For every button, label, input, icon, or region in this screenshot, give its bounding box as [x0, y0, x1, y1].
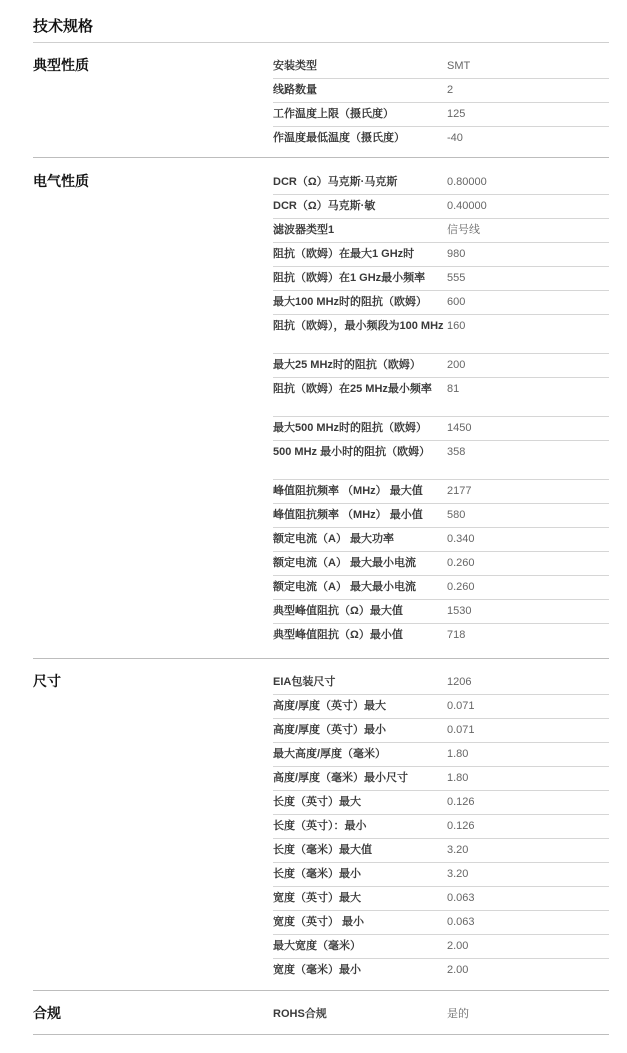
spec-value: 是的 — [447, 1008, 469, 1020]
spec-key: 阻抗（欧姆）在1 GHz最小频率 — [273, 272, 426, 284]
spec-value: 2.00 — [447, 940, 469, 952]
spec-key: 长度（毫米）最大值 — [273, 844, 372, 856]
spec-value: -40 — [447, 132, 463, 144]
spec-key: 高度/厚度（毫米）最小尺寸 — [273, 772, 409, 784]
spec-value: 信号线 — [447, 224, 480, 236]
spec-value: 1.80 — [447, 748, 469, 760]
spec-value: 1450 — [447, 422, 472, 434]
spec-row — [273, 695, 609, 719]
spec-key: 安装类型 — [273, 60, 317, 72]
spec-key: 阻抗（欧姆）在25 MHz最小频率 — [273, 383, 432, 395]
spec-row — [273, 743, 609, 767]
spec-key: 滤波器类型1 — [273, 224, 335, 236]
spec-key: DCR（Ω）马克斯·敏 — [273, 200, 376, 212]
section-divider — [33, 1034, 609, 1035]
spec-row — [273, 624, 609, 648]
spec-value: 1.80 — [447, 772, 469, 784]
spec-row — [273, 504, 609, 528]
spec-key: 最大500 MHz时的阻抗（欧姆） — [273, 422, 428, 434]
spec-value: 200 — [447, 359, 466, 371]
spec-value: 3.20 — [447, 844, 469, 856]
spec-row — [273, 219, 609, 243]
spec-row — [273, 839, 609, 863]
spec-key: 最大高度/厚度（毫米） — [273, 748, 387, 760]
spec-value: 358 — [447, 446, 466, 458]
spec-key: ROHS合规 — [273, 1008, 327, 1020]
spec-key: 作温度最低温度（摄氏度） — [273, 132, 405, 144]
spec-key: 宽度（毫米）最小 — [273, 964, 361, 976]
spec-value: 125 — [447, 108, 466, 120]
spec-value: 600 — [447, 296, 466, 308]
spec-value: 2.00 — [447, 964, 469, 976]
spec-key: 工作温度上限（摄氏度） — [273, 108, 394, 120]
spec-key: 额定电流（A） 最大最小电流 — [273, 581, 416, 593]
title-divider — [33, 42, 609, 43]
spec-value: 0.126 — [447, 820, 475, 832]
spec-row — [273, 267, 609, 291]
spec-value: 1206 — [447, 676, 472, 688]
spec-value: 3.20 — [447, 868, 469, 880]
spec-row — [273, 671, 609, 695]
spec-row — [273, 959, 609, 983]
spec-key: 额定电流（A） 最大最小电流 — [273, 557, 416, 569]
section-title: 尺寸 — [33, 673, 61, 689]
spec-row — [273, 935, 609, 959]
spec-row — [273, 552, 609, 576]
spec-row — [273, 887, 609, 911]
spec-key: 线路数量 — [273, 84, 317, 96]
spec-value: 0.40000 — [447, 200, 487, 212]
section-title: 电气性质 — [33, 173, 89, 189]
spec-value: 0.071 — [447, 700, 475, 712]
spec-value: 1530 — [447, 605, 472, 617]
spec-value: 160 — [447, 320, 466, 332]
spec-key: 500 MHz 最小时的阻抗（欧姆） — [273, 446, 431, 458]
spec-key: 典型峰值阻抗（Ω）最大值 — [273, 605, 403, 617]
spec-value: 0.063 — [447, 916, 475, 928]
spec-row — [273, 1003, 609, 1027]
spec-value: 81 — [447, 383, 460, 395]
spec-value: 980 — [447, 248, 466, 260]
spec-key: 最大100 MHz时的阻抗（欧姆） — [273, 296, 428, 308]
spec-key: 阻抗（欧姆）在最大1 GHz时 — [273, 248, 415, 260]
spec-value: 0.063 — [447, 892, 475, 904]
spec-row — [273, 767, 609, 791]
spec-row — [273, 171, 609, 195]
section-title: 合规 — [33, 1005, 61, 1021]
page-title: 技术规格 — [33, 18, 94, 35]
spec-key: 阻抗（欧姆），最小频段为100 MHz — [273, 320, 444, 332]
spec-row — [273, 441, 609, 480]
spec-value: 718 — [447, 629, 466, 641]
spec-row — [273, 719, 609, 743]
spec-key: 峰值阻抗频率 （MHz） 最小值 — [273, 509, 423, 521]
spec-row — [273, 354, 609, 378]
spec-row — [273, 576, 609, 600]
section-divider — [33, 658, 609, 659]
spec-value: SMT — [447, 60, 471, 72]
spec-row — [273, 600, 609, 624]
spec-value: 2177 — [447, 485, 472, 497]
spec-key: 额定电流（A） 最大功率 — [273, 533, 394, 545]
spec-value: 0.126 — [447, 796, 475, 808]
spec-key: 典型峰值阻抗（Ω）最小值 — [273, 629, 403, 641]
spec-rows — [273, 671, 609, 983]
spec-row — [273, 79, 609, 103]
spec-key: 宽度（英寸）最大 — [273, 892, 361, 904]
spec-row — [273, 55, 609, 79]
section-title: 典型性质 — [33, 57, 89, 73]
spec-row — [273, 315, 609, 354]
section-divider — [33, 157, 609, 158]
spec-key: DCR（Ω）马克斯·马克斯 — [273, 176, 398, 188]
spec-row — [273, 103, 609, 127]
spec-rows — [273, 171, 609, 648]
spec-key: EIA包装尺寸 — [273, 676, 336, 688]
spec-key: 峰值阻抗频率 （MHz） 最大值 — [273, 485, 423, 497]
spec-value: 0.80000 — [447, 176, 487, 188]
spec-key: 宽度（英寸） 最小 — [273, 916, 365, 928]
spec-key: 长度（英寸）：最小 — [273, 820, 367, 832]
spec-key: 长度（英寸）最大 — [273, 796, 361, 808]
spec-value: 580 — [447, 509, 466, 521]
spec-value: 555 — [447, 272, 466, 284]
spec-key: 高度/厚度（英寸）最小 — [273, 724, 387, 736]
spec-key: 高度/厚度（英寸）最大 — [273, 700, 387, 712]
spec-value: 0.260 — [447, 581, 475, 593]
spec-row — [273, 378, 609, 417]
spec-row — [273, 417, 609, 441]
spec-value: 0.340 — [447, 533, 475, 545]
spec-row — [273, 528, 609, 552]
spec-row — [273, 195, 609, 219]
section-divider — [33, 990, 609, 991]
spec-key: 最大宽度（毫米） — [273, 940, 361, 952]
spec-row — [273, 791, 609, 815]
spec-rows — [273, 55, 609, 151]
spec-row — [273, 911, 609, 935]
spec-row — [273, 127, 609, 151]
spec-value: 0.260 — [447, 557, 475, 569]
spec-value: 0.071 — [447, 724, 475, 736]
spec-value: 2 — [447, 84, 454, 96]
spec-key: 长度（毫米）最小 — [273, 868, 361, 880]
spec-row — [273, 243, 609, 267]
spec-key: 最大25 MHz时的阻抗（欧姆） — [273, 359, 421, 371]
spec-row — [273, 480, 609, 504]
spec-row — [273, 815, 609, 839]
spec-rows — [273, 1003, 609, 1027]
spec-row — [273, 291, 609, 315]
spec-row — [273, 863, 609, 887]
